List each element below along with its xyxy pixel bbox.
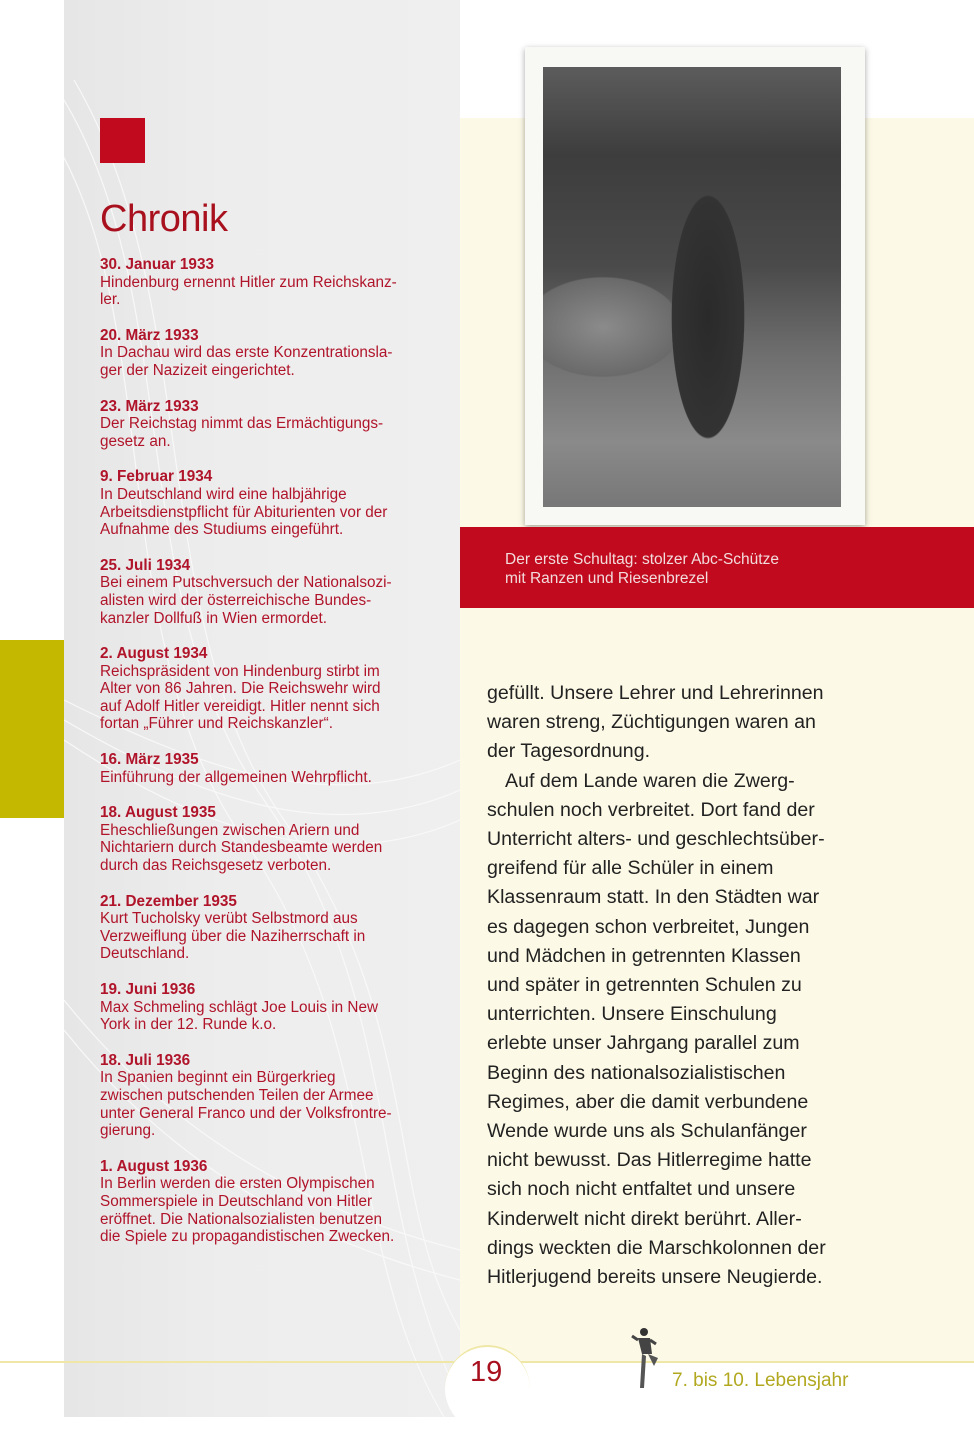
chronicle-entry xyxy=(100,1158,440,1246)
chronicle-entry xyxy=(100,327,440,380)
entry-text: Eheschließungen zwischen Ariern und Nichtariern durch Standesbeamte werden durch das Reichsgesetz verboten. xyxy=(100,821,383,875)
photo-caption-band xyxy=(460,527,974,608)
chronicle-entry xyxy=(100,804,440,874)
paragraph: gefüllt. Unsere Lehrer und Lehrerinnen waren streng, Züchtigungen waren an der Tagesordnung. xyxy=(487,682,824,763)
chronicle-entry xyxy=(100,645,440,733)
entry-text: Hindenburg ernennt Hitler zum Reichskanz- ler. xyxy=(100,273,397,309)
entry-text: Reichspräsident von Hindenburg stirbt im Alter von 86 Jahren. Die Reichswehr wird auf Adolf Hitler vereidigt. Hitler nennt sich fortan „Führer und Reichskanzler“. xyxy=(100,662,381,733)
entry-date: 23. März 1933 xyxy=(100,397,199,415)
photo-frame xyxy=(525,47,865,525)
entry-date: 30. Januar 1933 xyxy=(100,256,214,273)
olive-side-tab xyxy=(0,640,64,818)
chronicle-entry xyxy=(100,256,440,309)
entry-text: In Dachau wird das erste Konzentrationsla- ger der Nazizeit eingerichtet. xyxy=(100,344,393,379)
entry-text: Der Reichstag nimmt das Ermächtigungs- gesetz an. xyxy=(100,415,384,450)
entry-date: 25. Juli 1934 xyxy=(100,556,191,574)
entry-text: In Spanien beginnt ein Bürgerkrieg zwischen putschenden Teilen der Armee unter General Franco und der Volksfrontre- gierung. xyxy=(100,1069,392,1140)
chronicle-entry xyxy=(100,981,440,1034)
chronicle-entry xyxy=(100,398,440,451)
entry-date: 21. Dezember 1935 xyxy=(100,892,237,910)
body-text xyxy=(487,679,867,1292)
entry-text: Bei einem Putschversuch der Nationalsozi- alisten wird der österreichische Bundes- kanzler Dollfuß in Wien ermordet. xyxy=(100,574,392,627)
chronicle-entry xyxy=(100,1052,440,1140)
entry-date: 19. Juni 1936 xyxy=(100,981,196,998)
chronicle-entry xyxy=(100,557,440,627)
chapter-title: 7. bis 10. Lebensjahr xyxy=(672,1370,849,1391)
photo-caption: Der erste Schultag: stolzer Abc-Schütze mit Ranzen und Riesenbrezel xyxy=(505,551,779,587)
chronicle-entry xyxy=(100,468,440,538)
chronicle-entry xyxy=(100,893,440,963)
chronicle-entry xyxy=(100,751,440,786)
entry-date: 20. März 1933 xyxy=(100,326,199,344)
entry-text: In Deutschland wird eine halbjährige Arbeitsdienstpflicht für Abiturienten vor der Aufnahme des Studiums eingeführt. xyxy=(100,485,388,539)
chronicle-title: Chronik xyxy=(100,198,228,240)
entry-date: 16. März 1935 xyxy=(100,751,199,769)
entry-date: 18. August 1935 xyxy=(100,804,216,822)
chronicle-list xyxy=(100,256,440,1264)
red-square-marker xyxy=(100,118,145,163)
entry-date: 18. Juli 1936 xyxy=(100,1051,191,1069)
entry-date: 9. Februar 1934 xyxy=(100,468,213,486)
page-number: 19 xyxy=(470,1356,503,1388)
entry-date: 2. August 1934 xyxy=(100,645,208,663)
entry-text: Einführung der allgemeinen Wehrpflicht. xyxy=(100,768,372,786)
paragraph: Auf dem Lande waren die Zwerg- schulen noch verbreitet. Dort fand der Unterricht alters- und geschlechtsüber- greifend für alle Schüler in einem Klassenraum statt. In den Städten war es dagegen schon verbreitet, Jungen und Mädchen in getrennten Klassen und später in getrennten Schulen zu unterrichten. Unsere Einschulung erlebte unser Jahrgang parallel zum Beginn des nationalsozialistischen Regimes, aber die damit verbundene Wende wurde uns als Schulanfänger nicht bewusst. Das Hitlerregime hatte sich noch nicht entfaltet und unsere Kinderwelt nicht direkt berührt. Aller- dings weckten die Marschkolonnen der Hitlerjugend bereits unsere Neugierde. xyxy=(487,769,826,1289)
entry-text: Kurt Tucholsky verübt Selbstmord aus Verzweiflung über die Naziherrschaft in Deutschland. xyxy=(100,910,366,963)
running-boy-figure-icon xyxy=(628,1326,668,1392)
entry-date: 1. August 1936 xyxy=(100,1157,208,1175)
photo-boy-first-school-day xyxy=(543,67,841,507)
entry-text: Max Schmeling schlägt Joe Louis in New York in der 12. Runde k.o. xyxy=(100,998,379,1034)
entry-text: In Berlin werden die ersten Olympischen Sommerspiele in Deutschland von Hitler eröffnet. Die Nationalsozialisten benutzen die Spiele zu propagandistischen Zwecken. xyxy=(100,1175,395,1246)
